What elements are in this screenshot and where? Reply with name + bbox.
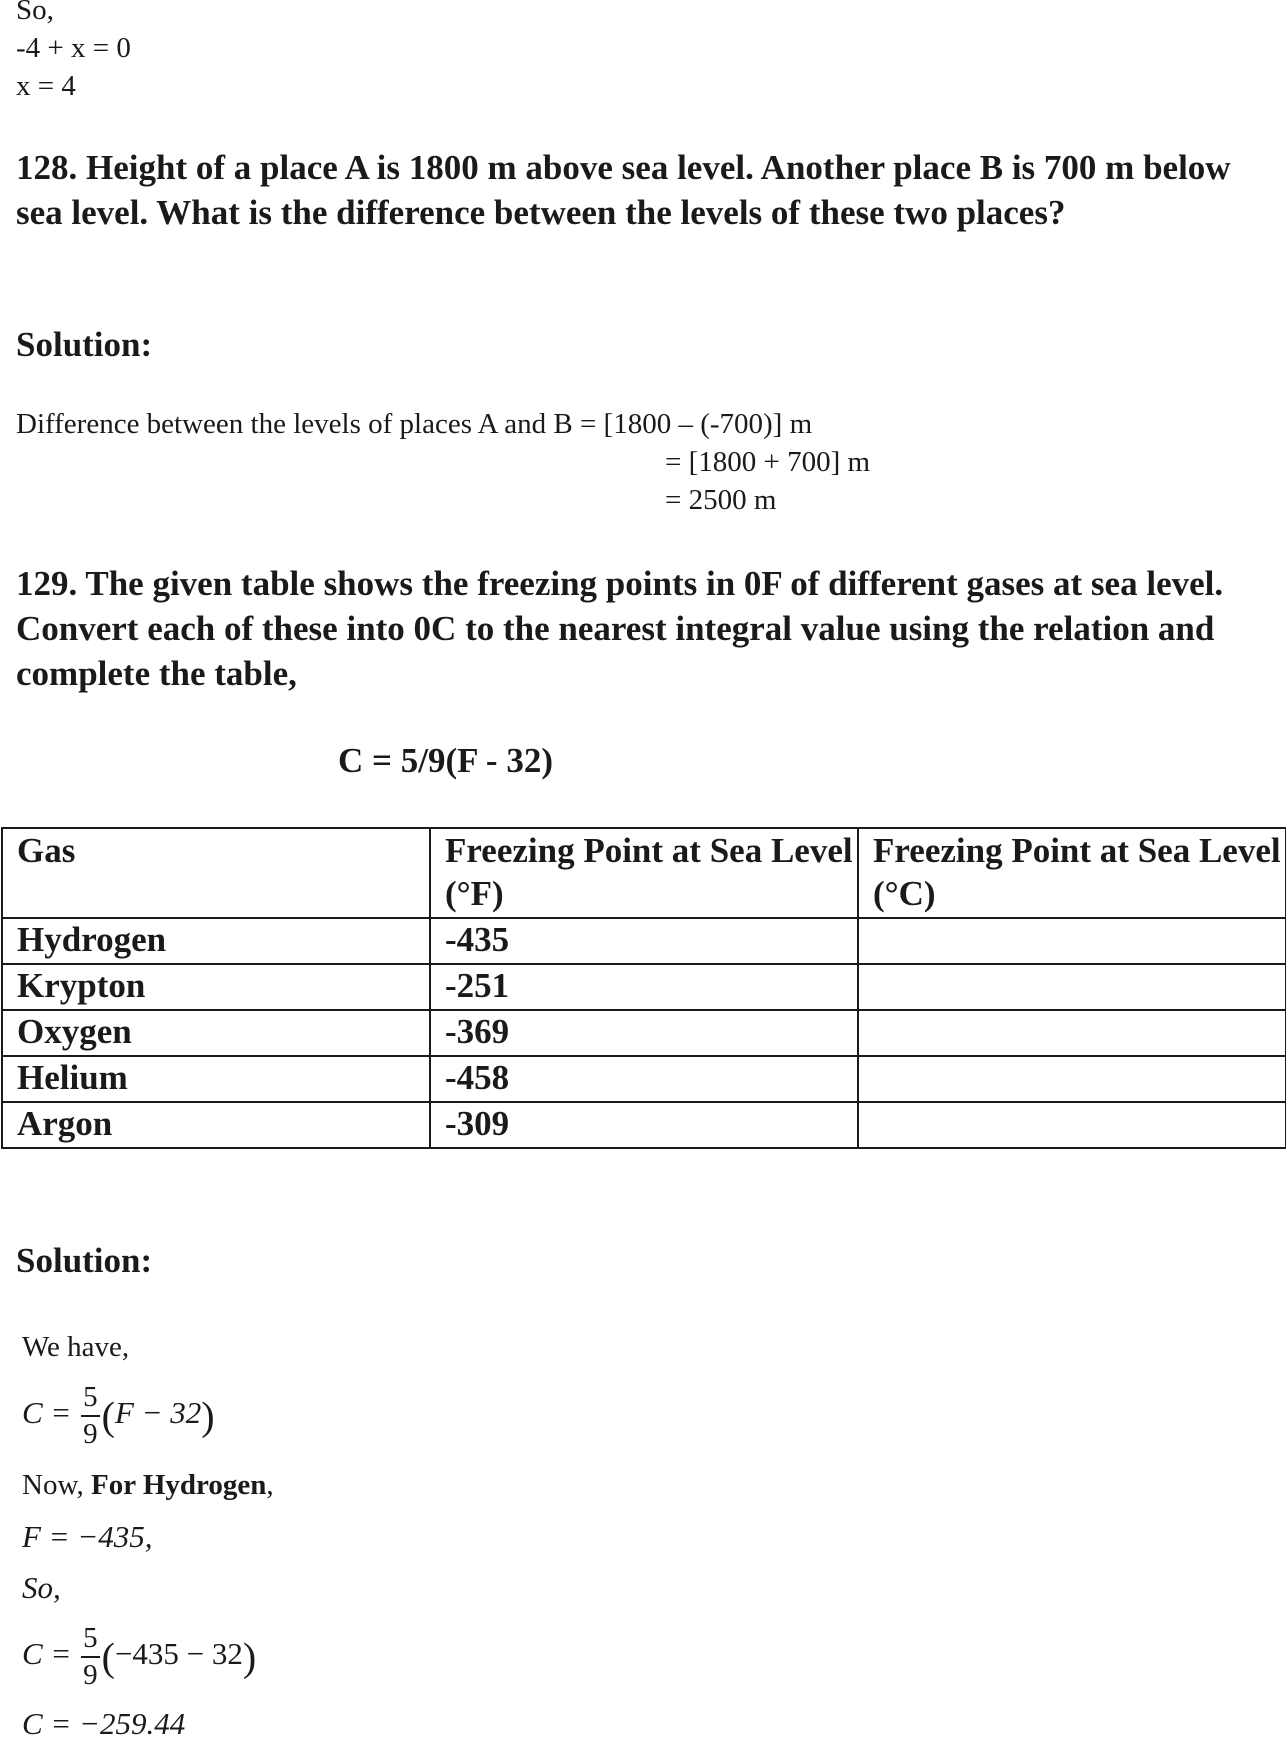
solution-128-step-1: Difference between the levels of places A and B = [1800 – (-700)] m [16, 408, 813, 440]
hydrogen-equation [22, 1624, 256, 1690]
table-row [2, 1102, 1286, 1148]
table-row [2, 964, 1286, 1010]
question-128: 128. Height of a place A is 1800 m above sea level. Another place B is 700 m below sea level. What is the difference between the levels of these two places? [16, 148, 1231, 232]
solution-128-step-2: = [1800 + 700] m [665, 446, 871, 478]
solution-heading-129: Solution: [16, 1241, 153, 1280]
eq1-numerator: 5 [81, 1383, 100, 1417]
eq2-lhs: C = [22, 1636, 72, 1672]
we-have-text: We have, [22, 1331, 130, 1363]
table-row [2, 1056, 1286, 1102]
eq1-denominator: 9 [83, 1418, 98, 1450]
table-header-celsius: Freezing Point at Sea Level (°C) [858, 828, 1286, 918]
eq1-open-paren: ( [101, 1393, 115, 1439]
for-hydrogen-label: For Hydrogen [91, 1469, 267, 1501]
eq2-numerator: 5 [81, 1624, 100, 1658]
table-cell-gas: Argon [2, 1102, 430, 1148]
freezing-point-table [1, 827, 1286, 1149]
f-value: F = −435, [22, 1519, 153, 1554]
table-cell-gas: Hydrogen [2, 918, 430, 964]
so-text: So, [22, 1570, 61, 1605]
intro-line-equation: -4 + x = 0 [16, 32, 131, 64]
table-cell-fahrenheit: -435 [430, 918, 858, 964]
eq2-fraction [81, 1624, 100, 1690]
table-header-gas: Gas [2, 828, 430, 918]
table-row [2, 1010, 1286, 1056]
eq2-close-paren: ) [242, 1634, 257, 1680]
now-prefix: Now, [22, 1469, 92, 1501]
table-header-fahrenheit: Freezing Point at Sea Level (°F) [430, 828, 858, 918]
now-suffix: , [266, 1469, 274, 1501]
eq1-rhs: F − 32 [114, 1395, 202, 1431]
intro-line-so: So, [16, 0, 54, 26]
solution-128-step-3: = 2500 m [665, 484, 777, 516]
eq2-denominator: 9 [83, 1659, 98, 1691]
table-cell-gas: Krypton [2, 964, 430, 1010]
table-cell-celsius [858, 918, 1286, 964]
eq1-lhs: C = [22, 1395, 72, 1431]
solution-heading-128: Solution: [16, 325, 153, 364]
intro-line-result: x = 4 [16, 70, 76, 102]
hydrogen-intro [22, 1469, 274, 1502]
eq1-close-paren: ) [201, 1393, 215, 1439]
formula-equation [22, 1383, 215, 1449]
hydrogen-result: C = −259.44 [22, 1706, 186, 1741]
table-row [2, 918, 1286, 964]
table-cell-celsius [858, 964, 1286, 1010]
table-cell-celsius [858, 1102, 1286, 1148]
table-cell-celsius [858, 1056, 1286, 1102]
eq2-rhs: −435 − 32 [114, 1636, 243, 1672]
table-cell-fahrenheit: -369 [430, 1010, 858, 1056]
eq1-fraction [81, 1383, 100, 1449]
table-cell-gas: Oxygen [2, 1010, 430, 1056]
table-cell-gas: Helium [2, 1056, 430, 1102]
question-129: 129. The given table shows the freezing points in 0F of different gases at sea level. Convert each of these into 0C to the nearest integral value using the relation and complete the table, [16, 564, 1224, 693]
eq2-open-paren: ( [101, 1634, 115, 1680]
formula-129: C = 5/9(F - 32) [338, 741, 553, 780]
table-cell-celsius [858, 1010, 1286, 1056]
table-cell-fahrenheit: -309 [430, 1102, 858, 1148]
table-header-row [2, 828, 1286, 918]
table-cell-fahrenheit: -458 [430, 1056, 858, 1102]
table-cell-fahrenheit: -251 [430, 964, 858, 1010]
